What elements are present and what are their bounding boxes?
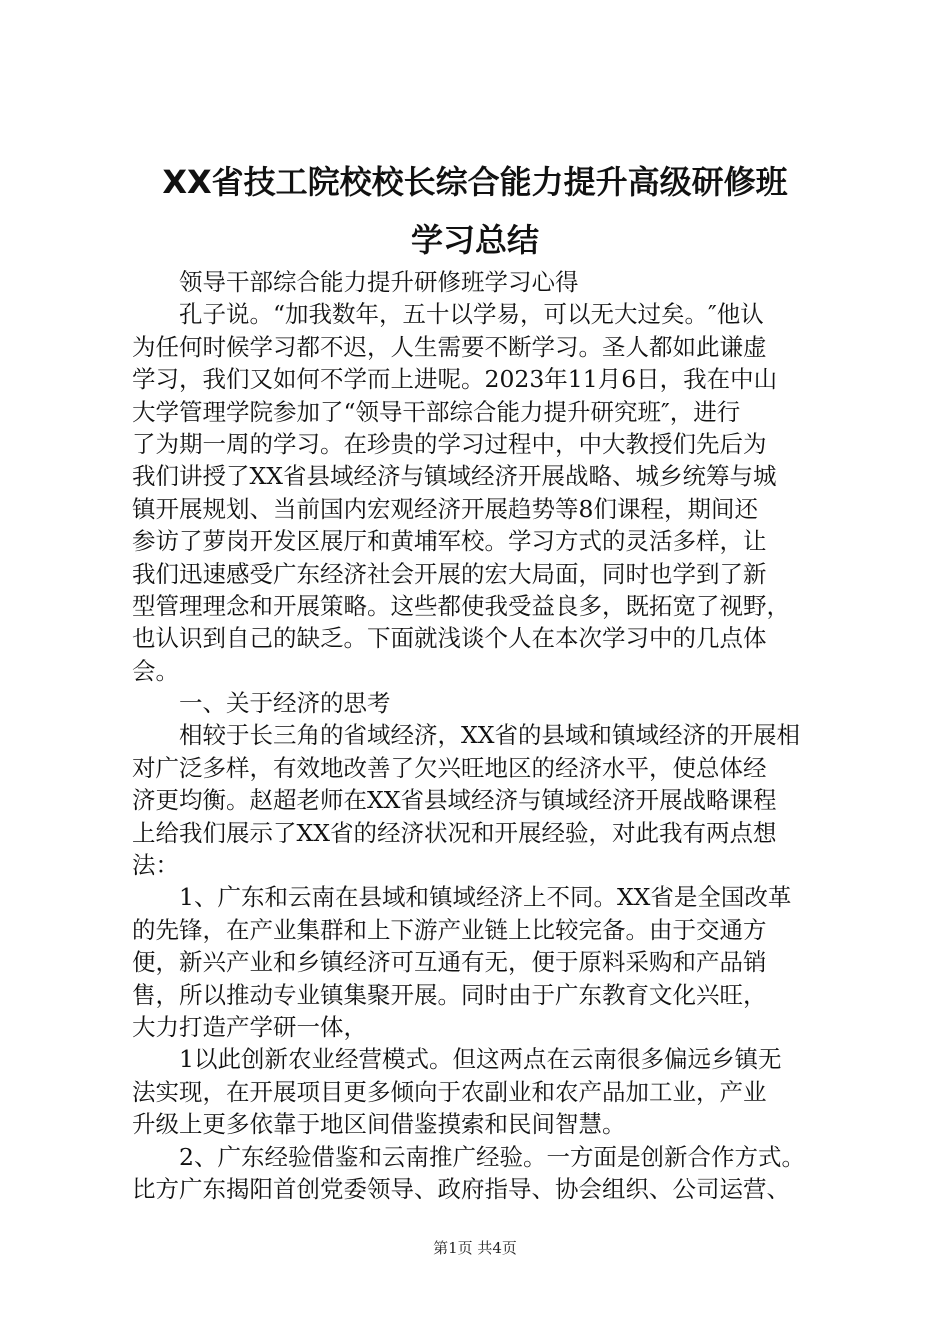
- body-line: 济更均衡。赵超老师在XX省县域经济与镇域经济开展战略课程: [132, 786, 777, 815]
- body-line: 孔子说。“加我数年，五十以学易，可以无大过矣。″他认: [179, 300, 764, 329]
- body-line: 相较于长三角的省域经济，XX省的县域和镇域经济的开展相: [179, 721, 800, 750]
- body-line: 我们迅速感受广东经济社会开展的宏大局面，同时也学到了新: [132, 559, 767, 588]
- body-line: 镇开展规划、当前国内宏观经济开展趋势等8们课程，期间还: [132, 494, 758, 523]
- body-line: 学习，我们又如何不学而上进呢。2023年11月6日，我在中山: [132, 365, 778, 394]
- body-line: 会。: [132, 656, 179, 685]
- body-line: 售，所以推动专业镇集聚开展。同时由于广东教育文化兴旺，: [132, 980, 767, 1009]
- body-line: 对广泛多样，有效地改善了欠兴旺地区的经济水平，使总体经: [132, 753, 767, 782]
- body-line: 也认识到自己的缺乏。下面就浅谈个人在本次学习中的几点体: [132, 624, 767, 653]
- body-line: 一、关于经济的思考: [179, 689, 391, 718]
- body-line: 法：: [132, 851, 179, 880]
- body-line: 便，新兴产业和乡镇经济可互通有无，便于原料采购和产品销: [132, 948, 767, 977]
- body-line: 2、广东经验借鉴和云南推广经验。一方面是创新合作方式。: [179, 1142, 805, 1171]
- body-line: 上给我们展示了XX省的经济状况和开展经验，对此我有两点想: [132, 818, 777, 847]
- body-line: 参访了萝岗开发区展厅和黄埔军校。学习方式的灵活多样，让: [132, 527, 767, 556]
- body-line: 型管理理念和开展策略。这些都使我受益良多，既拓宽了视野，: [132, 591, 790, 620]
- page-footer: 第1页 共4页: [433, 1239, 517, 1257]
- body-line: 大学管理学院参加了“领导干部综合能力提升研究班″，进行: [132, 397, 741, 426]
- body-line: 的先锋，在产业集群和上下游产业链上比较完备。由于交通方: [132, 915, 767, 944]
- body-line: 比方广东揭阳首创党委领导、政府指导、协会组织、公司运营、: [132, 1174, 790, 1203]
- body-line: 为任何时候学习都不迟，人生需要不断学习。圣人都如此谦虚: [132, 332, 767, 361]
- body-line: 法实现，在开展项目更多倾向于农副业和农产品加工业，产业: [132, 1077, 767, 1106]
- document-title-line-2: 学习总结: [410, 221, 539, 259]
- body-line: 1、广东和云南在县域和镇域经济上不同。XX省是全国改革: [179, 883, 792, 912]
- body-line: 升级上更多依靠于地区间借鉴摸索和民间智慧。: [132, 1110, 626, 1139]
- body-line: 我们讲授了XX省县域经济与镇域经济开展战略、城乡统筹与城: [132, 462, 777, 491]
- document-body: [132, 266, 832, 1205]
- body-line: 了为期一周的学习。在珍贵的学习过程中，中大教授们先后为: [132, 429, 767, 458]
- body-line: 领导干部综合能力提升研修班学习心得: [179, 268, 579, 296]
- body-line: 大力打造产学研一体，: [132, 1012, 367, 1041]
- document-title-line-1: XX省技工院校校长综合能力提升高级研修班: [162, 163, 788, 201]
- body-line: 1以此创新农业经营模式。但这两点在云南很多偏远乡镇无: [179, 1045, 782, 1074]
